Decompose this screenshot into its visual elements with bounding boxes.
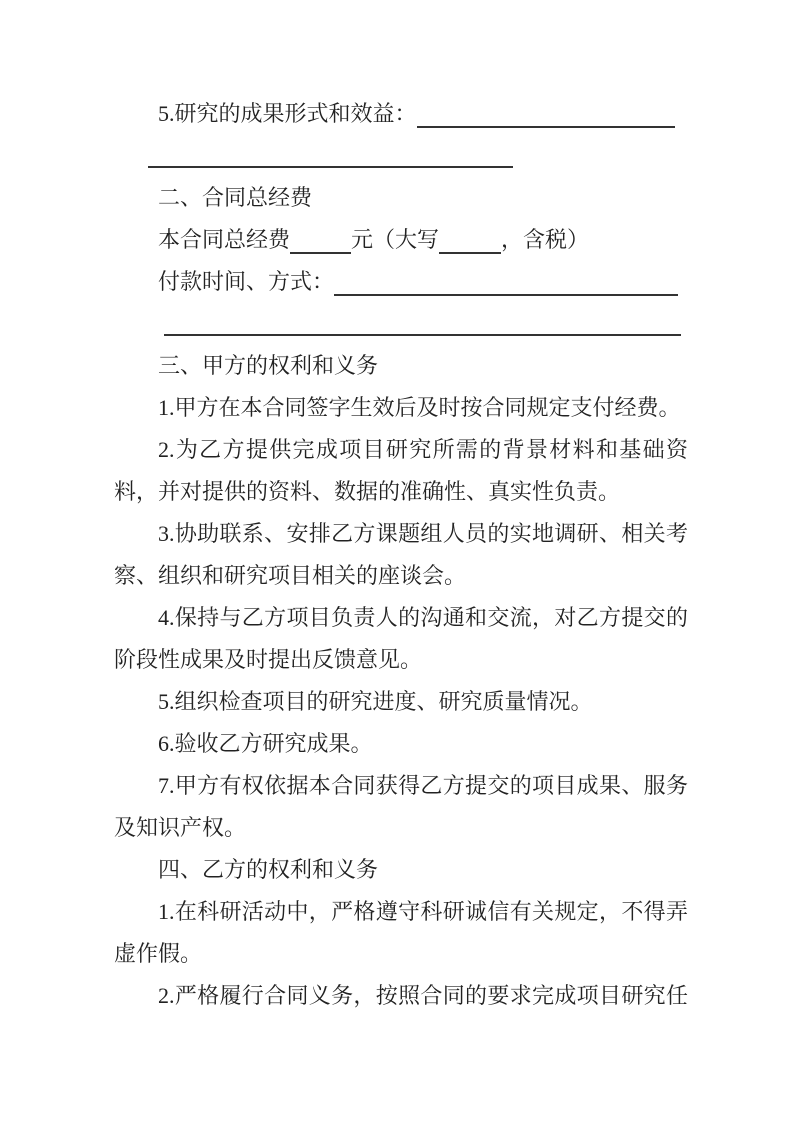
payment-fill-rule-line [164,303,681,336]
fill-in-blank [417,102,675,128]
text-segment: ，含税） [501,227,590,252]
text-segment: 5.研究的成果形式和效益： [158,101,417,126]
payment-fill-rule [114,303,688,345]
party-a-clause-5: 5.组织检查项目的研究进度、研究质量情况。 [158,689,593,714]
heading-section-3-party-a: 三、甲方的权利和义务 [158,353,379,378]
results-fill-rule [114,135,688,177]
text-segment: 付款时间、方式： [158,269,335,294]
total-fee-amount-line [114,219,688,261]
payment-method-line [114,261,688,303]
clause-5-results-line [114,93,688,135]
fill-in-blank [439,228,501,254]
heading-section-2-total-fee: 二、合同总经费 [158,185,313,210]
party-b-clause-2: 2.严格履行合同义务，按照合同的要求完成项目研究任 [158,983,688,1008]
heading-section-4-party-b: 四、乙方的权利和义务 [158,857,379,882]
fill-in-blank [290,228,351,254]
party-a-clause-1: 1.甲方在本合同签字生效后及时按合同规定支付经费。 [158,395,681,420]
party-b-clause-1-cont: 虚作假。 [114,941,203,966]
party-a-clause-7-cont: 及知识产权。 [114,815,247,840]
fill-in-blank [334,270,678,296]
party-a-clause-7: 7.甲方有权依据本合同获得乙方提交的项目成果、服务 [158,773,688,798]
party-b-clause-1: 1.在科研活动中，严格遵守科研诚信有关规定，不得弄 [158,899,688,924]
text-segment: 元（大写 [351,227,440,252]
party-a-clause-3-cont: 察、组织和研究项目相关的座谈会。 [114,563,467,588]
party-a-clause-3: 3.协助联系、安排乙方课题组人员的实地调研、相关考 [158,521,688,546]
party-a-clause-2-cont: 料，并对提供的资料、数据的准确性、真实性负责。 [114,479,621,504]
party-a-clause-2: 2.为乙方提供完成项目研究所需的背景材料和基础资 [158,437,688,462]
party-a-clause-4-cont: 阶段性成果及时提出反馈意见。 [114,647,423,672]
text-segment: 本合同总经费 [158,227,291,252]
party-a-clause-4: 4.保持与乙方项目负责人的沟通和交流，对乙方提交的 [158,605,688,630]
results-fill-rule-line [148,135,513,168]
party-a-clause-6: 6.验收乙方研究成果。 [158,731,373,756]
document-body [114,93,688,1017]
